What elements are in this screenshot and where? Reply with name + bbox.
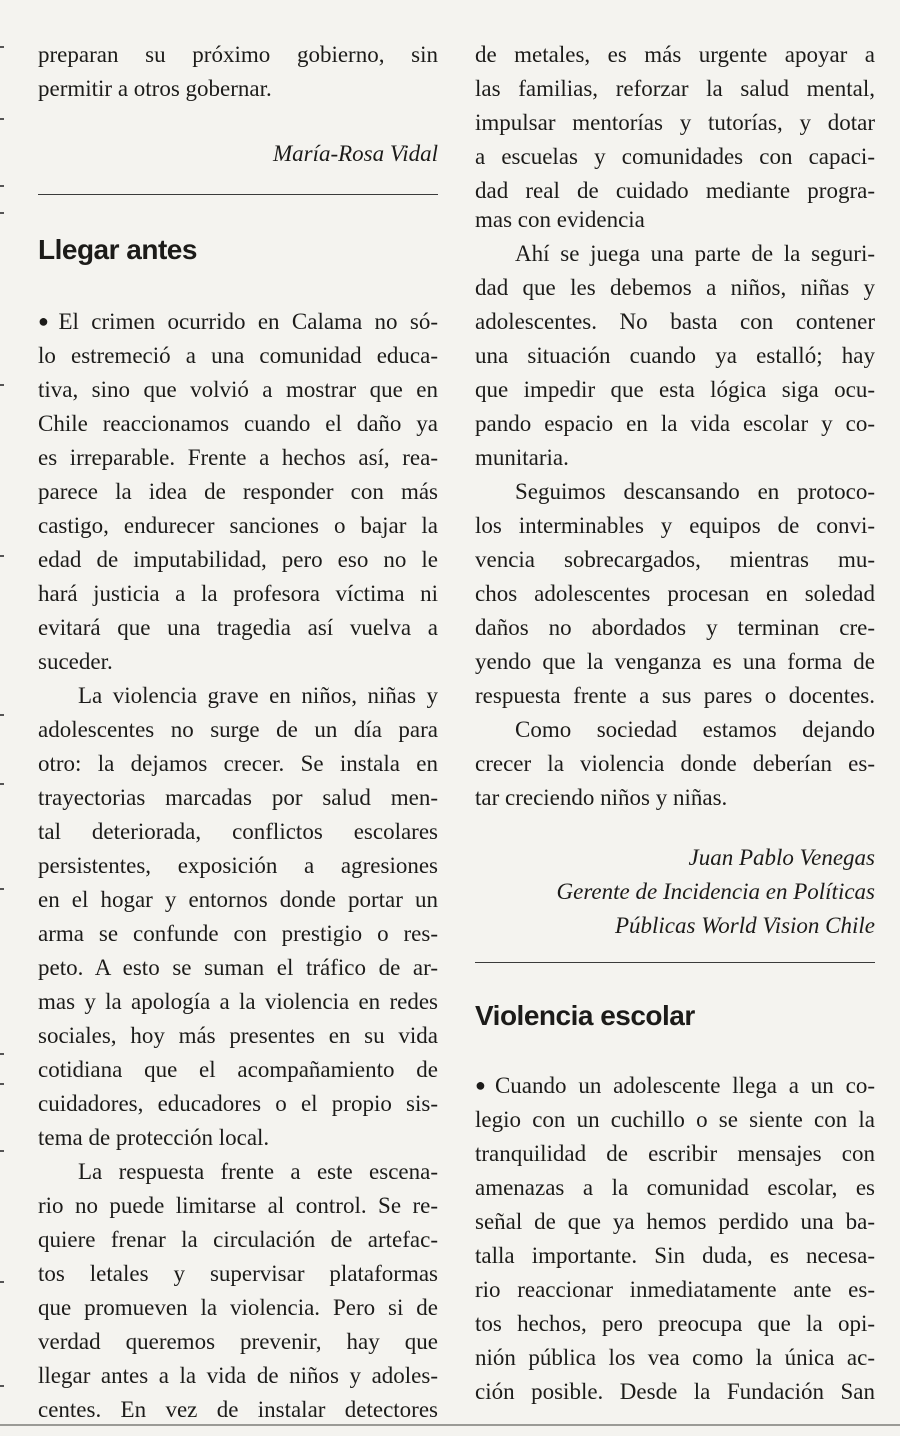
text-line: parece la idea de responder con más — [38, 479, 438, 504]
bullet-icon: ● — [475, 1075, 492, 1095]
text-line: adolescentes. No basta con contener — [475, 309, 875, 334]
text-line: cuidadores, educadores o el propio sis- — [38, 1091, 438, 1116]
text-line: mas con evidencia — [475, 207, 645, 232]
author-title: Gerente de Incidencia en Políticas — [556, 879, 875, 904]
text-line: en el hogar y entornos donde portar un — [38, 887, 438, 912]
page-bottom-rule — [0, 1424, 900, 1426]
text-line: que promueven la violencia. Pero si de — [38, 1295, 438, 1320]
text-line: vencia sobrecargados, mientras mu- — [475, 547, 875, 572]
text-line: evitará que una tragedia así vuelva a — [38, 615, 438, 640]
text-line: verdad queremos prevenir, hay que — [38, 1329, 438, 1354]
text-line: Como sociedad estamos dejando — [515, 717, 875, 742]
text-line: suceder. — [38, 649, 113, 674]
text-line: munitaria. — [475, 445, 569, 470]
text-line: La respuesta frente a este escena- — [78, 1159, 438, 1184]
text-line: nión pública los vea como la única ac- — [475, 1345, 875, 1370]
author-signature: María-Rosa Vidal — [272, 141, 438, 166]
text-line: impulsar mentorías y tutorías, y dotar — [475, 110, 875, 135]
text-line: quiere frenar la circulación de artefac- — [38, 1227, 438, 1252]
text-line: tranquilidad de escribir mensajes con — [475, 1141, 875, 1166]
text-line: lo estremeció a una comunidad educa- — [38, 343, 438, 368]
article-heading: Llegar antes — [38, 234, 197, 265]
text-line: una situación cuando ya estalló; hay — [475, 343, 875, 368]
text-line: adolescentes no surge de un día para — [38, 717, 438, 742]
text-line: es irreparable. Frente a hechos así, rea- — [38, 445, 438, 470]
text-line: centes. En vez de instalar detectores — [38, 1397, 438, 1422]
text-line: sociales, hoy más presentes en su vida — [38, 1023, 438, 1048]
text-line: tiva, sino que volvió a mostrar que en — [38, 377, 438, 402]
text-line: chos adolescentes procesan en soledad — [475, 581, 875, 606]
text-line: dad real de cuidado mediante progra- — [475, 178, 875, 203]
text-line: tos letales y supervisar plataformas — [38, 1261, 438, 1286]
section-divider — [475, 962, 875, 963]
text-line: los interminables y equipos de convi- — [475, 513, 875, 538]
author-organization: Públicas World Vision Chile — [614, 913, 875, 938]
text-line: legio con un cuchillo o se siente con la — [475, 1107, 875, 1132]
text-line: que impedir que esta lógica siga ocu- — [475, 377, 875, 402]
scan-edge-marks — [0, 0, 6, 1420]
text-line: las familias, reforzar la salud mental, — [475, 76, 875, 101]
author-signature: Juan Pablo Venegas — [688, 845, 875, 870]
text-line: Chile reaccionamos cuando el daño ya — [38, 411, 438, 436]
text-line: ● El crimen ocurrido en Calama no só- — [38, 309, 438, 334]
text-line: edad de imputabilidad, pero eso no le — [38, 547, 438, 572]
text-line: Seguimos descansando en protoco- — [515, 479, 875, 504]
text-line: llegar antes a la vida de niños y adoles- — [38, 1363, 438, 1388]
text-line: a escuelas y comunidades con capaci- — [475, 144, 875, 169]
text-line: trayectorias marcadas por salud men- — [38, 785, 438, 810]
text-line: hará justicia a la profesora víctima ni — [38, 581, 438, 606]
text-line: tar creciendo niños y niñas. — [475, 785, 728, 810]
text-line: rio no puede limitarse al control. Se re- — [38, 1193, 438, 1218]
text-line: amenazas a la comunidad escolar, es — [475, 1175, 875, 1200]
bullet-icon: ● — [38, 311, 56, 331]
text-line: arma se confunde con prestigio o res- — [38, 921, 438, 946]
text-line: cotidiana que el acompañamiento de — [38, 1057, 438, 1082]
text-line: permitir a otros gobernar. — [38, 76, 272, 101]
text-line: castigo, endurecer sanciones o bajar la — [38, 513, 438, 538]
text-line: talla importante. Sin duda, es necesa- — [475, 1243, 875, 1268]
text-line: de metales, es más urgente apoyar a — [475, 42, 875, 67]
text-line: persistentes, exposición a agresiones — [38, 853, 438, 878]
text-line: otro: la dejamos crecer. Se instala en — [38, 751, 438, 776]
text-line: pando espacio en la vida escolar y co- — [475, 411, 875, 436]
article-heading: Violencia escolar — [475, 1000, 695, 1031]
text-line: preparan su próximo gobierno, sin — [38, 42, 438, 67]
text-line: rio reaccionar inmediatamente ante es- — [475, 1277, 875, 1302]
text-line: dad que les debemos a niños, niñas y — [475, 275, 875, 300]
text-line: mas y la apología a la violencia en redes — [38, 989, 438, 1014]
text-line: Ahí se juega una parte de la seguri- — [515, 241, 875, 266]
text-line: respuesta frente a sus pares o docentes. — [475, 683, 875, 708]
text-line: tal deteriorada, conflictos escolares — [38, 819, 438, 844]
text-line: yendo que la venganza es una forma de — [475, 649, 875, 674]
text-line: tos hechos, pero preocupa que la opi- — [475, 1311, 875, 1336]
text-line: crecer la violencia donde deberían es- — [475, 751, 875, 776]
text-line: peto. A esto se suman el tráfico de ar- — [38, 955, 438, 980]
text-line: daños no abordados y terminan cre- — [475, 615, 875, 640]
text-line: ción posible. Desde la Fundación San — [475, 1379, 875, 1404]
text-line: La violencia grave en niños, niñas y — [78, 683, 438, 708]
text-line: señal de que ya hemos perdido una ba- — [475, 1209, 875, 1234]
section-divider — [38, 194, 438, 195]
text-line: ● Cuando un adolescente llega a un co- — [475, 1073, 875, 1098]
text-line: tema de protección local. — [38, 1125, 270, 1150]
